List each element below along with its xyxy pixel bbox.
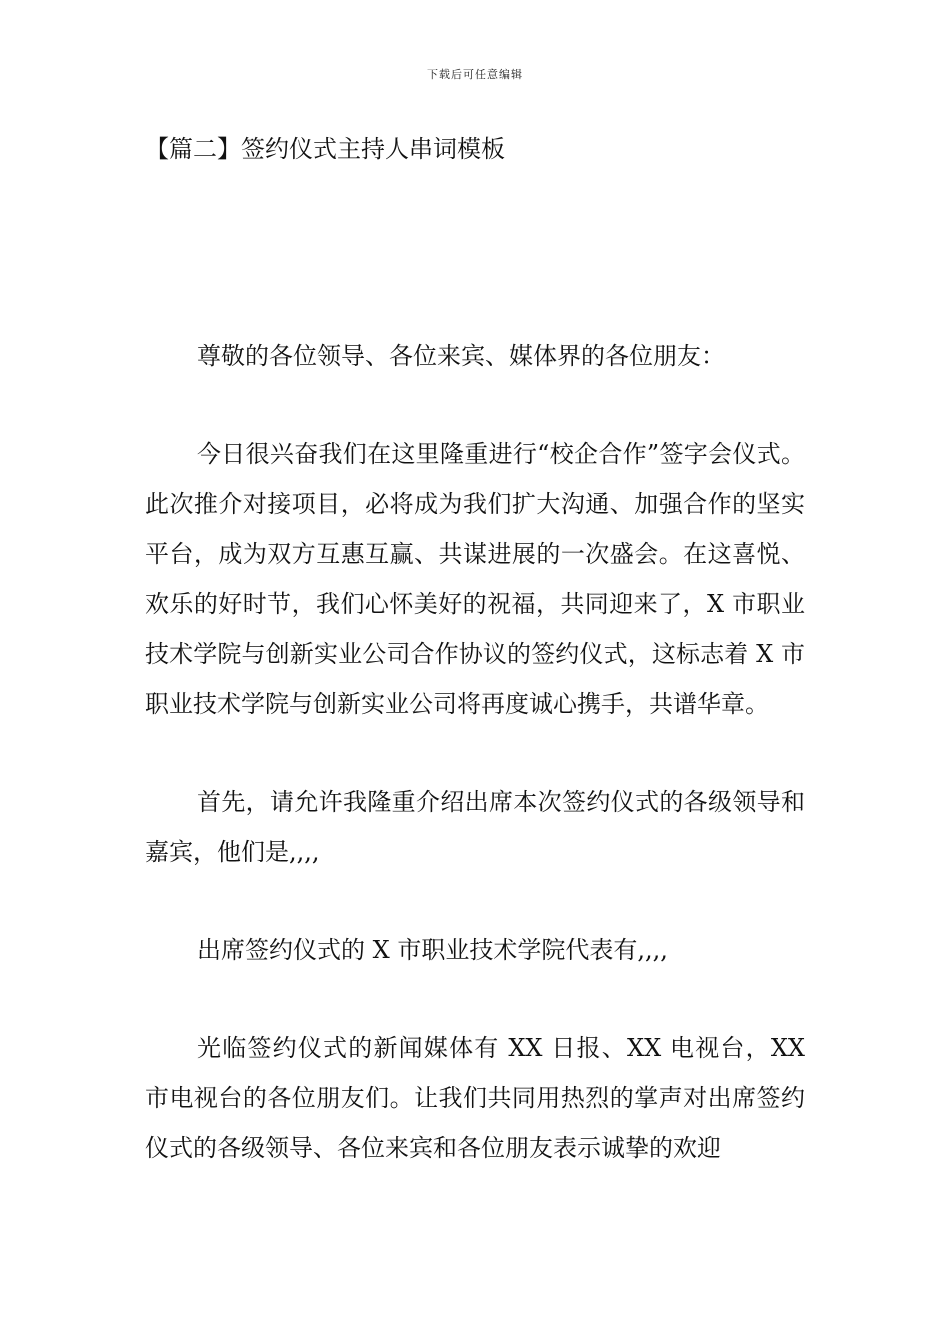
paragraph-opening: 今日很兴奋我们在这里隆重进行“校企合作”签字会仪式。此次推介对接项目，必将成为我们扩大沟通、加强合作的坚实平台，成为双方互惠互赢、共谋进展的一次盛会。在这喜悦、欢乐的好时节，我们心怀美好的祝福，共同迎来了，X 市职业技术学院与创新实业公司合作协议的签约仪式，这标志着 X 市职业技术学院与创新实业公司将再度诚心携手，共谱华章。	[145, 440, 805, 718]
paragraph-college-representatives: 出席签约仪式的 X 市职业技术学院代表有,,,,	[197, 936, 668, 964]
document-body	[145, 331, 805, 1173]
paragraph-introduce-guests: 首先，请允许我隆重介绍出席本次签约仪式的各级领导和嘉宾，他们是,,,,	[145, 788, 805, 866]
paragraph-greeting: 尊敬的各位领导、各位来宾、媒体界的各位朋友：	[197, 342, 725, 370]
page-header-note: 下载后可任意编辑	[427, 68, 523, 81]
document-title: 【篇二】签约仪式主持人串词模板	[145, 135, 505, 163]
paragraph-media-welcome: 光临签约仪式的新闻媒体有 XX 日报、XX 电视台，XX 市电视台的各位朋友们。让我们共同用热烈的掌声对出席签约仪式的各级领导、各位来宾和各位朋友表示诚挚的欢迎	[145, 1034, 805, 1162]
